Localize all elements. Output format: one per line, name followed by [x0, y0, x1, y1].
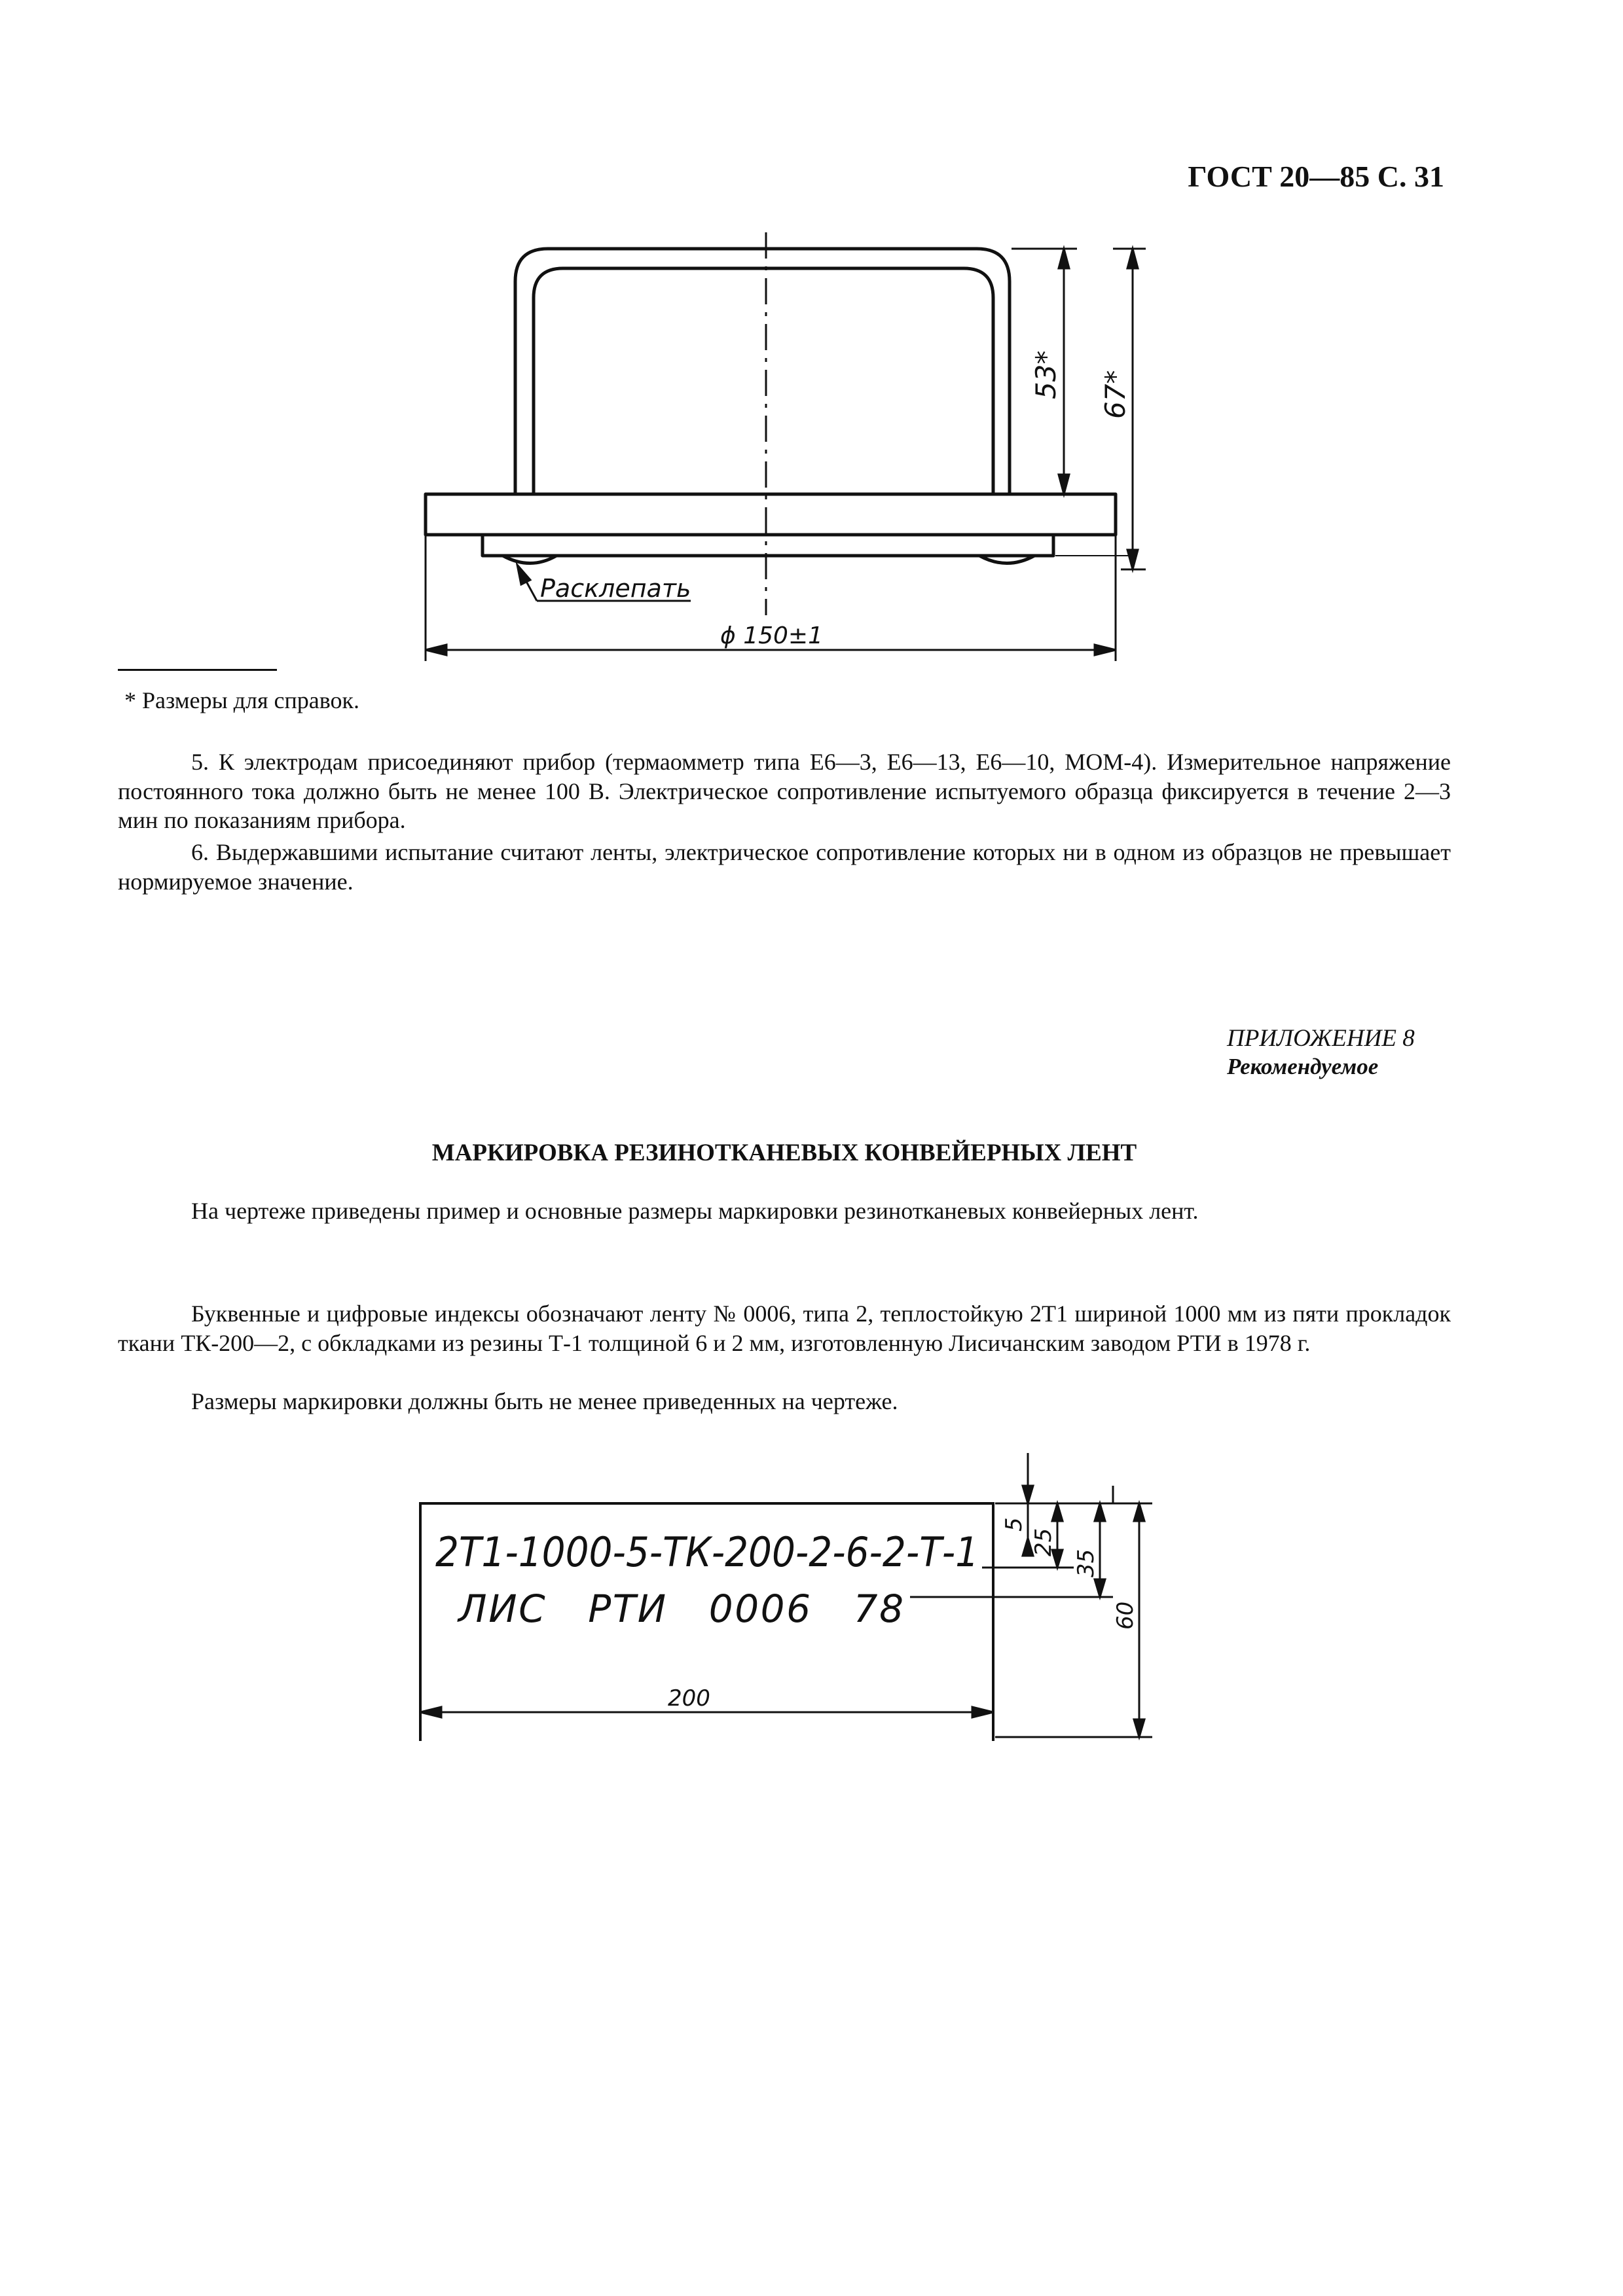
dim-67-label: 67* [1099, 370, 1131, 419]
dim-200-label: 200 [668, 1689, 710, 1712]
footnote: * Размеры для справок. [124, 687, 359, 713]
dim-53-label: 53* [1030, 350, 1062, 399]
dim-5-label: 5 [1001, 1517, 1027, 1532]
diameter-label: ϕ 150±1 [720, 622, 823, 649]
body-paragraph-2: Размеры маркировки должны быть не менее приведенных на чертеже. [191, 1388, 898, 1414]
dim-35-label: 35 [1073, 1549, 1099, 1577]
fixture-drawing [0, 0, 1623, 661]
paragraph-6: 6. Выдержавшими испытание считают ленты, электрическое сопротивление которых ни в одном из образцов не превышает нормируемое значение. [118, 839, 1451, 895]
width-dimension [0, 1689, 1623, 1754]
page-header: ГОСТ 20—85 С. 31 [1188, 160, 1444, 193]
rivet-label: Расклепать [540, 574, 691, 603]
marking-line-2: ЛИС РТИ 0006 78 [458, 1587, 903, 1631]
footnote-rule [118, 669, 277, 671]
paragraph-5: 5. К электродам присоединяют прибор (термаомметр типа Е6—3, Е6—13, Е6—10, МОМ-4). Измерительное напряжение постоянного тока должно быть не менее 100 В. Электрическое сопротивление испытуемого образца фиксируется в течение 2—3 мин по показаниям прибора. [118, 749, 1451, 833]
dim-25-label: 25 [1030, 1528, 1057, 1556]
intro-paragraph: На чертеже приведены пример и основные размеры маркировки резинотканевых конвейерных лент. [191, 1198, 1199, 1224]
appendix-title: ПРИЛОЖЕНИЕ 8 [1227, 1025, 1415, 1052]
section-heading: МАРКИРОВКА РЕЗИНОТКАНЕВЫХ КОНВЕЙЕРНЫХ ЛЕНТ [431, 1139, 1137, 1166]
dim-60-label: 60 [1112, 1601, 1139, 1630]
body-paragraph-1: Буквенные и цифровые индексы обозначают ленту № 0006, типа 2, теплостойкую 2Т1 шириной 1000 мм из пяти прокладок ткани ТК-200—2, с обкладками из резины Т-1 толщиной 6 и 2 мм, изготовленную Лисичанским заводом РТИ в 1978 г. [118, 1300, 1451, 1356]
marking-line-1: 2Т1-1000-5-ТК-200-2-6-2-Т-1 [435, 1528, 979, 1576]
appendix-subtitle: Рекомендуемое [1227, 1054, 1379, 1079]
